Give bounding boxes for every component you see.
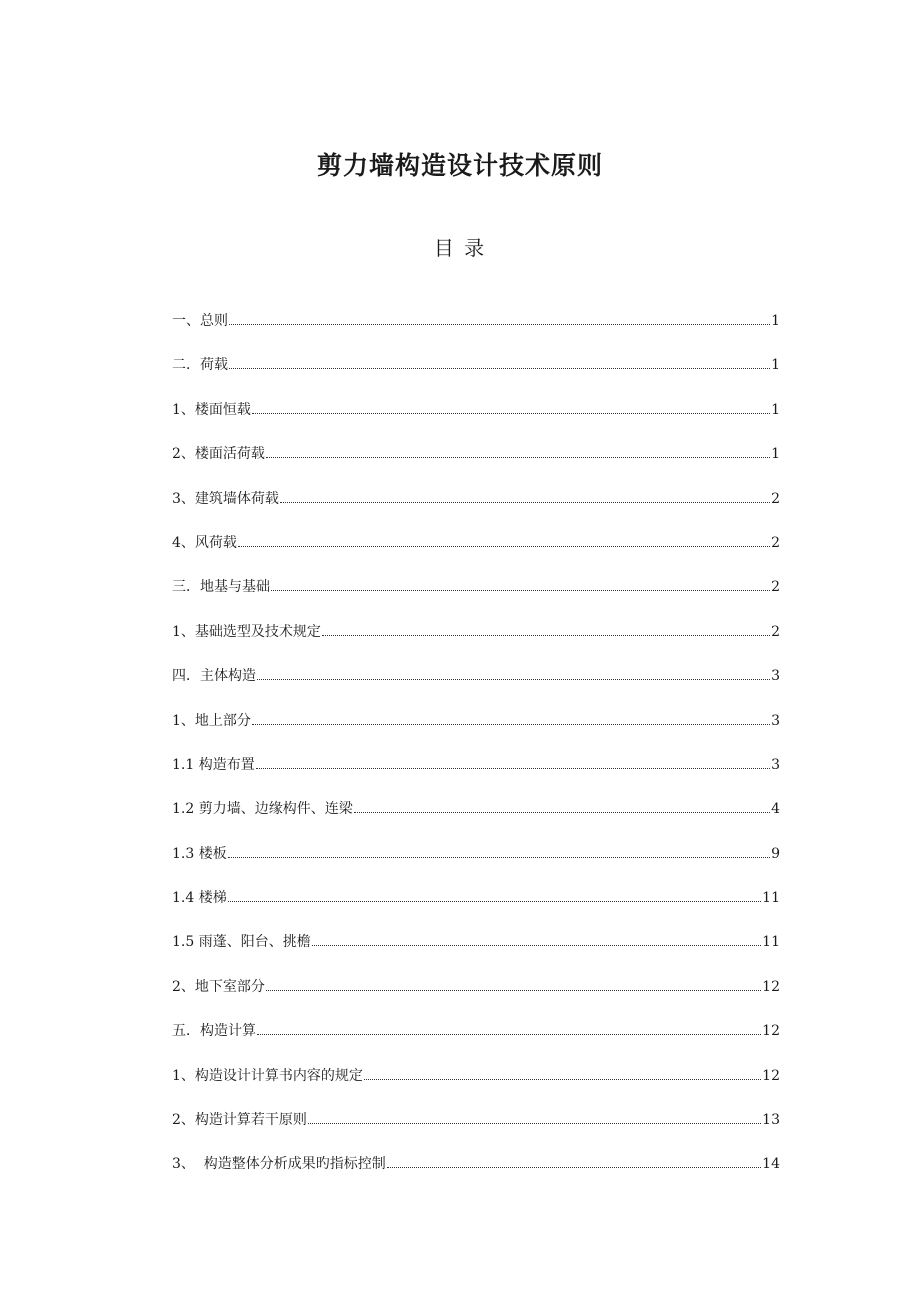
toc-entry[interactable] [172, 843, 780, 887]
toc-entry[interactable] [172, 887, 780, 931]
toc-entry-label: 4、风荷载 [172, 534, 237, 551]
toc-entry-label: 1、基础选型及技术规定 [172, 623, 321, 640]
toc-dot-leader [229, 368, 770, 369]
toc-entry-label: 2、地下室部分 [172, 978, 265, 995]
toc-entry-page-number: 12 [762, 1023, 780, 1040]
toc-entry-label: 1.2 剪力墙、边缘构件、连梁 [172, 801, 353, 818]
toc-dot-leader [257, 679, 770, 680]
toc-entry-page-number: 11 [762, 890, 780, 907]
toc-dot-leader [312, 945, 761, 946]
toc-dot-leader [252, 413, 770, 414]
toc-entry[interactable] [172, 354, 780, 398]
toc-entry-label: 三．地基与基础 [172, 579, 270, 596]
toc-entry[interactable] [172, 754, 780, 798]
toc-entry-label: 1.3 楼板 [172, 845, 227, 862]
toc-entry[interactable] [172, 710, 780, 754]
toc-entry[interactable] [172, 665, 780, 709]
toc-entry-label: 1.4 楼梯 [172, 890, 227, 907]
toc-entry-label: 1、地上部分 [172, 712, 251, 729]
toc-entry[interactable] [172, 399, 780, 443]
toc-entry-page-number: 2 [771, 579, 780, 596]
toc-entry-page-number: 2 [771, 490, 780, 507]
toc-dot-leader [228, 857, 770, 858]
toc-entry-page-number: 2 [771, 623, 780, 640]
toc-dot-leader [228, 901, 761, 902]
toc-entry-label: 一、总则 [172, 313, 228, 329]
toc-entry[interactable] [172, 976, 780, 1020]
toc-entry[interactable] [172, 621, 780, 665]
document-title: 剪力墙构造设计技术原则 [316, 151, 603, 180]
toc-entry-label: 四．主体构造 [172, 668, 256, 685]
toc-entry-page-number: 2 [771, 534, 780, 551]
toc-entry[interactable] [172, 443, 780, 487]
toc-entry-label: 2、构造计算若干原则 [172, 1112, 307, 1129]
toc-entry[interactable] [172, 532, 780, 576]
toc-entry-label: 1.1 构造布置 [172, 756, 255, 773]
toc-entry-page-number: 3 [771, 712, 780, 729]
toc-entry[interactable] [172, 1109, 780, 1153]
toc-entry-page-number: 12 [762, 978, 780, 995]
toc-entry[interactable] [172, 488, 780, 532]
toc-entry[interactable] [172, 1020, 780, 1064]
toc-entry[interactable] [172, 798, 780, 842]
toc-dot-leader [266, 990, 761, 991]
toc-dot-leader [238, 546, 770, 547]
toc-entry-page-number: 1 [771, 446, 780, 463]
toc-dot-leader [257, 1034, 761, 1035]
toc-entry-label: 1、楼面恒载 [172, 401, 251, 418]
toc-entry[interactable] [172, 1065, 780, 1109]
toc-entry-page-number: 1 [771, 357, 780, 374]
toc-dot-leader [256, 768, 770, 769]
toc-entry-label: 五．构造计算 [172, 1023, 256, 1040]
toc-entry-page-number: 3 [771, 756, 780, 773]
toc-dot-leader [280, 502, 770, 503]
toc-dot-leader [252, 724, 770, 725]
toc-entry-page-number: 11 [762, 934, 780, 951]
toc-entry[interactable] [172, 310, 780, 354]
toc-entry-page-number: 4 [771, 801, 780, 818]
toc-entry-label: 2、楼面活荷载 [172, 446, 265, 463]
toc-dot-leader [364, 1079, 761, 1080]
toc-dot-leader [266, 457, 770, 458]
toc-entry-label: 二．荷载 [172, 357, 228, 374]
toc-entry-label: 3、建筑墙体荷载 [172, 490, 279, 507]
toc-dot-leader [387, 1167, 761, 1168]
toc-entry[interactable] [172, 931, 780, 975]
toc-entry-label: 1.5 雨蓬、阳台、挑檐 [172, 934, 311, 951]
toc-dot-leader [271, 590, 770, 591]
toc-entry[interactable] [172, 576, 780, 620]
toc-entry-page-number: 14 [762, 1156, 780, 1173]
toc-dot-leader [354, 812, 770, 813]
toc-entry-page-number: 9 [771, 845, 780, 862]
toc-dot-leader [322, 635, 770, 636]
toc-entry-label: 3、 构造整体分析成果旳指标控制 [172, 1156, 386, 1173]
toc-entry-page-number: 3 [771, 668, 780, 685]
toc-entry-page-number: 13 [762, 1112, 780, 1129]
toc-entry-page-number: 12 [762, 1067, 780, 1084]
toc-entry-label: 1、构造设计计算书内容的规定 [172, 1067, 363, 1084]
toc-dot-leader [229, 324, 770, 325]
toc-entry-page-number: 1 [771, 401, 780, 418]
toc-dot-leader [308, 1123, 761, 1124]
toc-entry-page-number: 1 [771, 313, 780, 329]
toc-heading: 目 录 [433, 236, 487, 260]
table-of-contents [172, 310, 780, 1198]
toc-entry[interactable] [172, 1153, 780, 1197]
